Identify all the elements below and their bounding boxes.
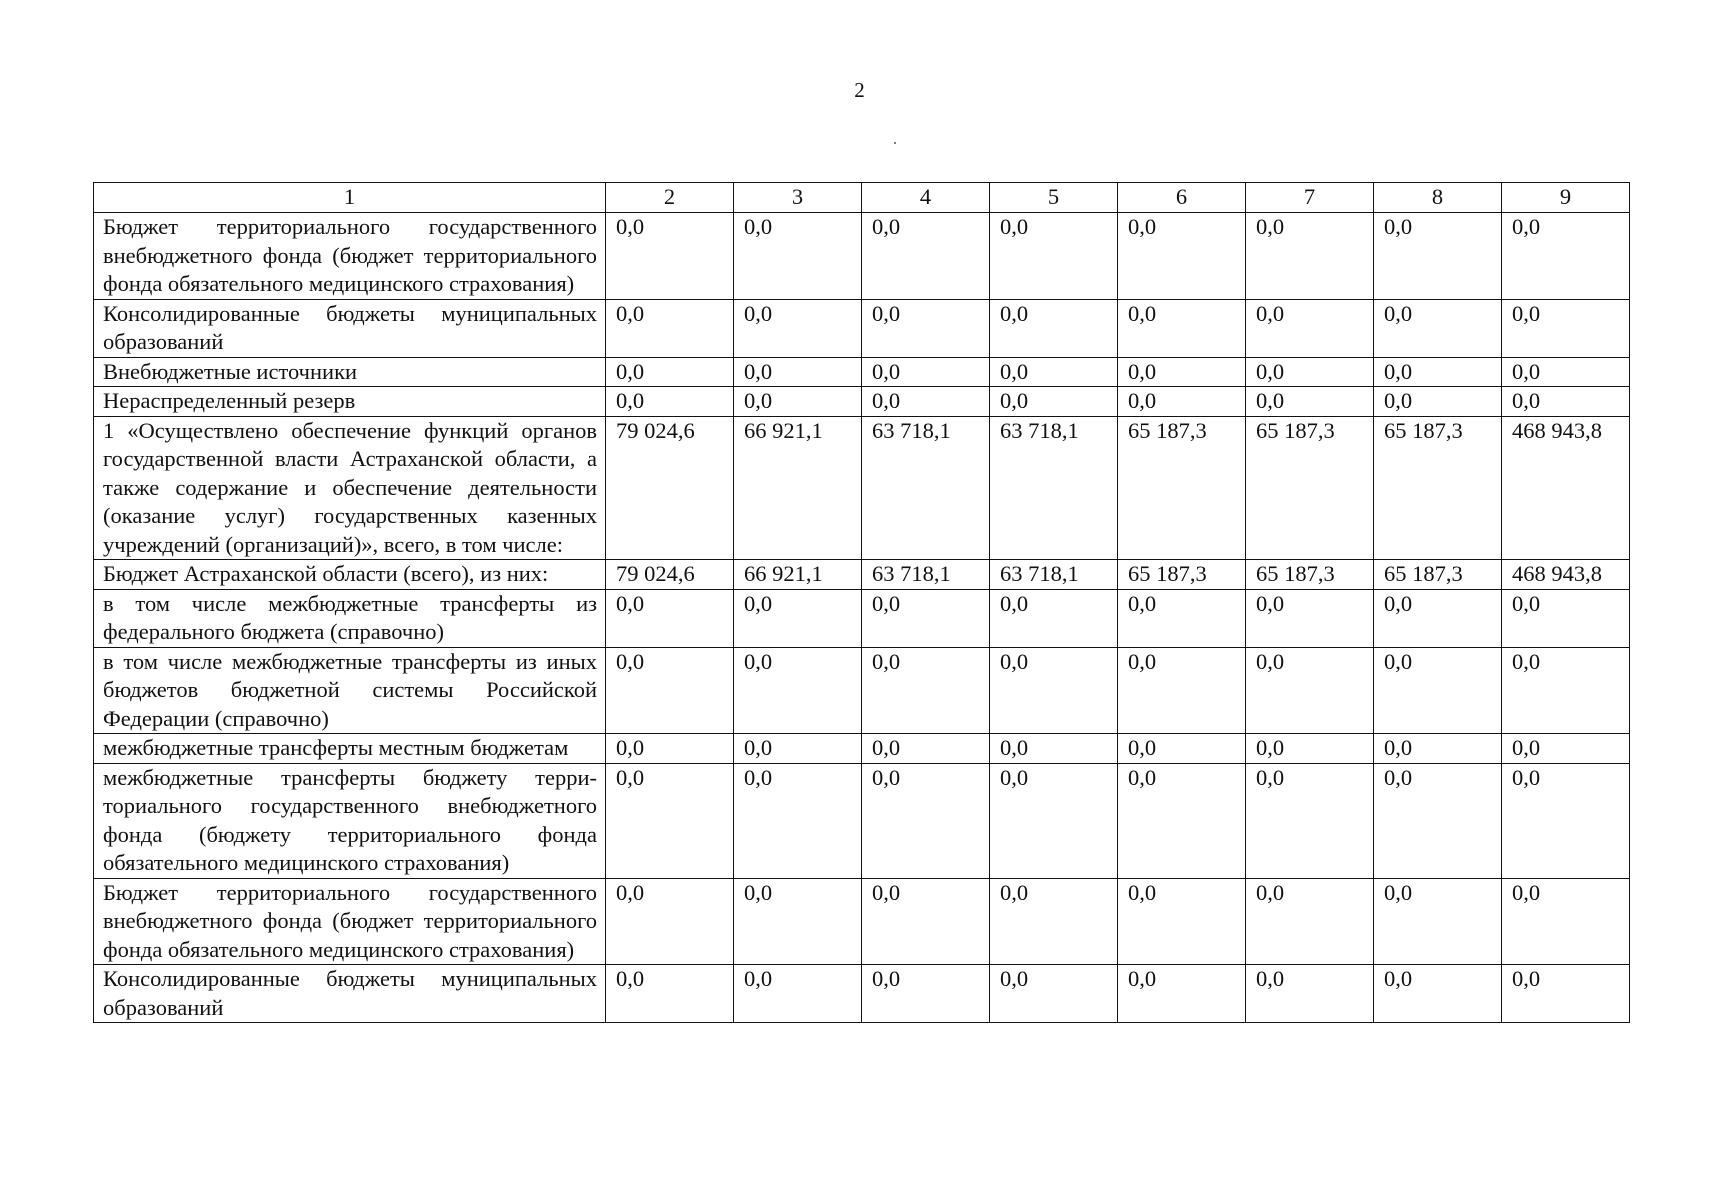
row-value-col-4: 0,0 xyxy=(862,357,990,387)
column-header-4: 4 xyxy=(862,183,990,213)
table-row xyxy=(94,763,1630,878)
row-label: Внебюджетные источники xyxy=(94,357,606,387)
row-value-col-6: 0,0 xyxy=(1118,734,1246,764)
column-header-2: 2 xyxy=(606,183,734,213)
row-value-col-6: 0,0 xyxy=(1118,357,1246,387)
row-value-col-5: 0,0 xyxy=(990,589,1118,647)
budget-table xyxy=(93,182,1630,1023)
row-value-col-4: 63 718,1 xyxy=(862,560,990,590)
row-label: в том числе межбюджетные трансферты из иных бюджетов бюджетной системы Российской Федерации (справочно) xyxy=(94,647,606,734)
row-value-col-5: 0,0 xyxy=(990,213,1118,300)
row-value-col-3: 0,0 xyxy=(734,357,862,387)
row-value-col-2: 0,0 xyxy=(606,589,734,647)
table-row xyxy=(94,357,1630,387)
row-value-col-5: 0,0 xyxy=(990,387,1118,417)
row-value-col-8: 0,0 xyxy=(1374,965,1502,1023)
row-value-col-3: 0,0 xyxy=(734,299,862,357)
row-value-col-3: 0,0 xyxy=(734,763,862,878)
row-value-col-8: 0,0 xyxy=(1374,387,1502,417)
table-header xyxy=(94,183,1630,213)
row-value-col-7: 0,0 xyxy=(1246,647,1374,734)
row-value-col-4: 0,0 xyxy=(862,734,990,764)
row-value-col-2: 0,0 xyxy=(606,965,734,1023)
row-value-col-9: 0,0 xyxy=(1502,387,1630,417)
table-row xyxy=(94,589,1630,647)
row-value-col-7: 0,0 xyxy=(1246,734,1374,764)
row-value-col-7: 0,0 xyxy=(1246,387,1374,417)
row-value-col-5: 0,0 xyxy=(990,763,1118,878)
column-header-8: 8 xyxy=(1374,183,1502,213)
row-label: межбюджетные трансферты бюджету территориального государственного внебюджетного фонда (бюджету территориального фонда обязательного медицинского страхования) xyxy=(94,763,606,878)
row-value-col-4: 0,0 xyxy=(862,299,990,357)
row-value-col-7: 0,0 xyxy=(1246,965,1374,1023)
scan-speck xyxy=(894,142,896,144)
table-row xyxy=(94,213,1630,300)
row-value-col-3: 0,0 xyxy=(734,734,862,764)
table-row xyxy=(94,734,1630,764)
table-row xyxy=(94,416,1630,560)
row-value-col-2: 79 024,6 xyxy=(606,560,734,590)
row-value-col-6: 0,0 xyxy=(1118,647,1246,734)
row-value-col-8: 0,0 xyxy=(1374,299,1502,357)
row-label: Нераспределенный резерв xyxy=(94,387,606,417)
row-label: Бюджет территориального государственного внебюджетного фонда (бюджет территориального фонда обязательного медицинского страхования) xyxy=(94,878,606,965)
page-number: 2 xyxy=(854,78,865,102)
row-value-col-3: 66 921,1 xyxy=(734,416,862,560)
row-value-col-8: 0,0 xyxy=(1374,734,1502,764)
row-label: 1 «Осуществлено обеспечение функций органов государственной власти Астраханской области, а также содержание и обеспечение деятельности (оказание услуг) государственных казенных учреждений (организаций)», всего, в том числе: xyxy=(94,416,606,560)
row-value-col-6: 0,0 xyxy=(1118,589,1246,647)
row-label: Консолидированные бюджеты муниципальных образований xyxy=(94,965,606,1023)
row-value-col-4: 0,0 xyxy=(862,213,990,300)
row-value-col-9: 0,0 xyxy=(1502,965,1630,1023)
row-value-col-8: 0,0 xyxy=(1374,647,1502,734)
row-value-col-5: 63 718,1 xyxy=(990,416,1118,560)
row-value-col-7: 65 187,3 xyxy=(1246,560,1374,590)
row-value-col-9: 468 943,8 xyxy=(1502,560,1630,590)
row-value-col-6: 0,0 xyxy=(1118,213,1246,300)
row-value-col-2: 79 024,6 xyxy=(606,416,734,560)
row-value-col-8: 65 187,3 xyxy=(1374,560,1502,590)
row-value-col-6: 0,0 xyxy=(1118,299,1246,357)
row-value-col-4: 0,0 xyxy=(862,763,990,878)
row-label: межбюджетные трансферты местным бюджетам xyxy=(94,734,606,764)
table-row xyxy=(94,387,1630,417)
table-row xyxy=(94,965,1630,1023)
row-value-col-3: 0,0 xyxy=(734,589,862,647)
row-value-col-3: 0,0 xyxy=(734,647,862,734)
row-value-col-7: 65 187,3 xyxy=(1246,416,1374,560)
row-value-col-9: 0,0 xyxy=(1502,589,1630,647)
row-value-col-3: 0,0 xyxy=(734,387,862,417)
row-value-col-9: 0,0 xyxy=(1502,357,1630,387)
row-label: Бюджет Астраханской области (всего), из них: xyxy=(94,560,606,590)
row-value-col-7: 0,0 xyxy=(1246,357,1374,387)
row-value-col-7: 0,0 xyxy=(1246,589,1374,647)
column-header-6: 6 xyxy=(1118,183,1246,213)
row-value-col-7: 0,0 xyxy=(1246,878,1374,965)
column-header-5: 5 xyxy=(990,183,1118,213)
row-value-col-9: 0,0 xyxy=(1502,734,1630,764)
row-value-col-5: 0,0 xyxy=(990,357,1118,387)
row-value-col-9: 0,0 xyxy=(1502,763,1630,878)
row-value-col-2: 0,0 xyxy=(606,878,734,965)
row-value-col-9: 0,0 xyxy=(1502,299,1630,357)
row-value-col-6: 65 187,3 xyxy=(1118,560,1246,590)
row-value-col-5: 0,0 xyxy=(990,299,1118,357)
table-row xyxy=(94,647,1630,734)
row-value-col-7: 0,0 xyxy=(1246,763,1374,878)
table-row xyxy=(94,878,1630,965)
row-value-col-9: 0,0 xyxy=(1502,213,1630,300)
row-value-col-2: 0,0 xyxy=(606,647,734,734)
row-value-col-4: 0,0 xyxy=(862,387,990,417)
row-value-col-2: 0,0 xyxy=(606,734,734,764)
row-value-col-3: 66 921,1 xyxy=(734,560,862,590)
row-value-col-9: 468 943,8 xyxy=(1502,416,1630,560)
row-value-col-2: 0,0 xyxy=(606,213,734,300)
row-value-col-4: 0,0 xyxy=(862,878,990,965)
row-value-col-6: 0,0 xyxy=(1118,763,1246,878)
row-value-col-5: 0,0 xyxy=(990,734,1118,764)
row-value-col-4: 63 718,1 xyxy=(862,416,990,560)
row-value-col-6: 0,0 xyxy=(1118,387,1246,417)
row-label: в том числе межбюджетные трансферты из федерального бюджета (справочно) xyxy=(94,589,606,647)
column-header-7: 7 xyxy=(1246,183,1374,213)
table-row xyxy=(94,299,1630,357)
row-value-col-8: 0,0 xyxy=(1374,878,1502,965)
row-value-col-8: 0,0 xyxy=(1374,357,1502,387)
row-value-col-2: 0,0 xyxy=(606,387,734,417)
row-value-col-5: 0,0 xyxy=(990,647,1118,734)
header-row xyxy=(94,183,1630,213)
row-value-col-9: 0,0 xyxy=(1502,647,1630,734)
row-value-col-4: 0,0 xyxy=(862,647,990,734)
row-value-col-4: 0,0 xyxy=(862,589,990,647)
row-label: Бюджет территориального государственного внебюджетного фонда (бюджет территориального фонда обязательного медицинского страхования) xyxy=(94,213,606,300)
row-value-col-7: 0,0 xyxy=(1246,213,1374,300)
row-value-col-3: 0,0 xyxy=(734,965,862,1023)
row-value-col-6: 0,0 xyxy=(1118,965,1246,1023)
row-value-col-3: 0,0 xyxy=(734,213,862,300)
row-value-col-5: 63 718,1 xyxy=(990,560,1118,590)
row-label: Консолидированные бюджеты муниципальных образований xyxy=(94,299,606,357)
row-value-col-8: 65 187,3 xyxy=(1374,416,1502,560)
row-value-col-7: 0,0 xyxy=(1246,299,1374,357)
row-value-col-8: 0,0 xyxy=(1374,213,1502,300)
table-body xyxy=(94,213,1630,1023)
row-value-col-9: 0,0 xyxy=(1502,878,1630,965)
row-value-col-5: 0,0 xyxy=(990,965,1118,1023)
table-row xyxy=(94,560,1630,590)
column-header-9: 9 xyxy=(1502,183,1630,213)
row-value-col-6: 65 187,3 xyxy=(1118,416,1246,560)
row-value-col-8: 0,0 xyxy=(1374,589,1502,647)
row-value-col-6: 0,0 xyxy=(1118,878,1246,965)
row-value-col-8: 0,0 xyxy=(1374,763,1502,878)
column-header-3: 3 xyxy=(734,183,862,213)
row-value-col-2: 0,0 xyxy=(606,763,734,878)
row-value-col-2: 0,0 xyxy=(606,299,734,357)
row-value-col-2: 0,0 xyxy=(606,357,734,387)
row-value-col-4: 0,0 xyxy=(862,965,990,1023)
row-value-col-3: 0,0 xyxy=(734,878,862,965)
column-header-1: 1 xyxy=(94,183,606,213)
row-value-col-5: 0,0 xyxy=(990,878,1118,965)
